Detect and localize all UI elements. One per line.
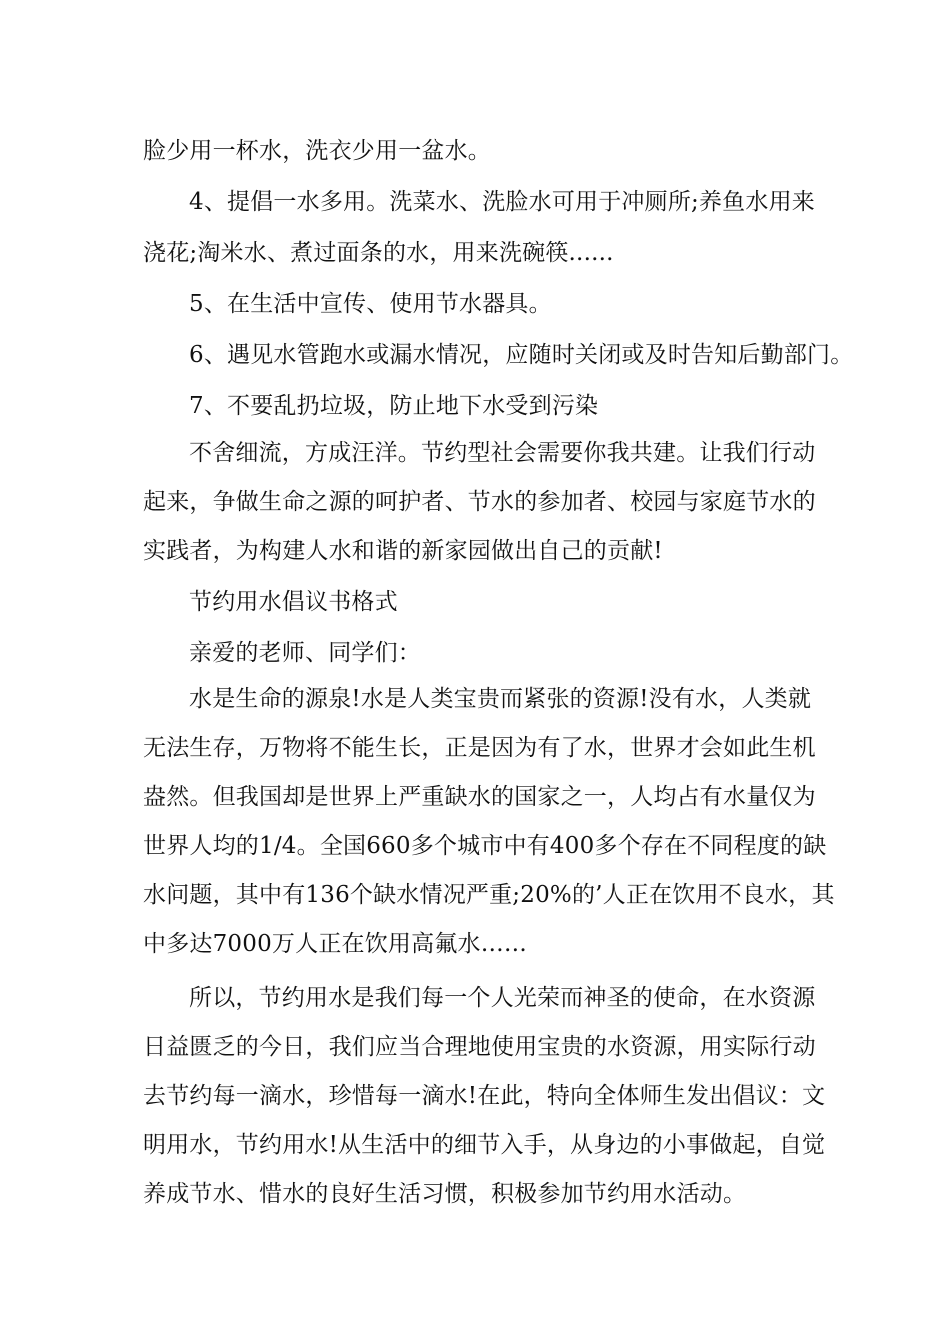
text-line: 盎然。但我国却是世界上严重缺水的国家之一，人均占有水量仅为 <box>143 784 816 810</box>
text-line: 世界人均的1/4。全国660多个城市中有400多个存在不同程度的缺 <box>143 833 827 859</box>
text-line: 日益匮乏的今日，我们应当合理地使用宝贵的水资源，用实际行动 <box>143 1034 816 1060</box>
text-line: 5、在生活中宣传、使用节水器具。 <box>189 291 552 317</box>
text-line: 水是生命的源泉!水是人类宝贵而紧张的资源!没有水，人类就 <box>189 686 812 712</box>
text-line: 脸少用一杯水，洗衣少用一盆水。 <box>143 138 491 164</box>
text-line: 所以，节约用水是我们每一个人光荣而神圣的使命，在水资源 <box>189 985 816 1011</box>
text-line: 无法生存，万物将不能生长，正是因为有了水，世界才会如此生机 <box>143 735 816 761</box>
text-line: 6、遇见水管跑水或漏水情况，应随时关闭或及时告知后勤部门。 <box>189 342 854 368</box>
text-line: 明用水，节约用水!从生活中的细节入手，从身边的小事做起，自觉 <box>143 1132 826 1158</box>
text-line: 节约用水倡议书格式 <box>189 589 398 615</box>
text-line: 起来，争做生命之源的呵护者、节水的参加者、校园与家庭节水的 <box>143 489 816 515</box>
text-line: 7、不要乱扔垃圾，防止地下水受到污染 <box>189 393 599 419</box>
text-line: 浇花;淘米水、煮过面条的水，用来洗碗筷...... <box>143 240 614 266</box>
text-line: 去节约每一滴水，珍惜每一滴水!在此，特向全体师生发出倡议：文 <box>143 1083 826 1109</box>
text-line: 中多达7000万人正在饮用高氟水…… <box>143 931 528 957</box>
text-line: 不舍细流，方成汪洋。节约型社会需要你我共建。让我们行动 <box>189 440 816 466</box>
text-line: 养成节水、惜水的良好生活习惯，积极参加节约用水活动。 <box>143 1181 747 1207</box>
text-line: 实践者，为构建人水和谐的新家园做出自己的贡献! <box>143 538 663 564</box>
text-line: 4、提倡一水多用。洗菜水、洗脸水可用于冲厕所;养鱼水用来 <box>189 189 815 215</box>
text-line: 亲爱的老师、同学们： <box>189 640 421 666</box>
text-line: 水问题，其中有136个缺水情况严重;20%的’人正在饮用不良水，其 <box>143 882 835 908</box>
